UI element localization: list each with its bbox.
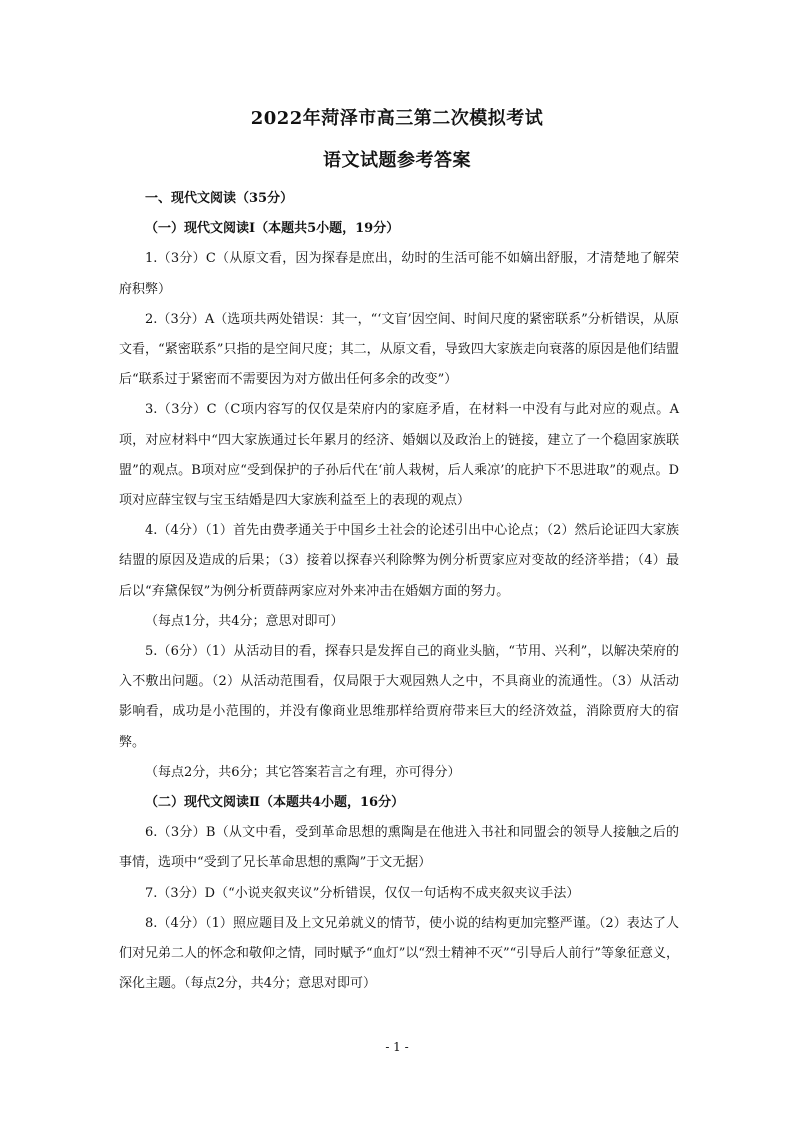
answer-q1: 1.（3分）C（从原文看，因为探春是庶出，幼时的生活可能不如嫡出舒服，才清楚地了解荣府积弊） [119,251,679,297]
scoring-note-q4: （每点1分，共4分；意思对即可） [145,613,344,629]
answer-q8: 8.（4分）（1）照应题目及上文兄弟就义的情节，使小说的结构更加完整严谨。（2）表达了人们对兄弟二人的怀念和敬仰之情，同时赋予“血灯”以“烈士精神不灭”“引导后人前行”等象征意义，深化主题。（每点2分，共4分；意思对即可） [119,915,679,992]
answer-q2: 2.（3分）A（选项共两处错误：其一，“‘文盲’因空间、时间尺度的紧密联系”分析错误，从原文看，“紧密联系”只指的是空间尺度；其二，从原文看，导致四大家族走向衰落的原因是他们结盟后“联系过于紧密而不需要因为对方做出任何多余的改变”） [119,311,679,388]
answer-q3: 3.（3分）C（C项内容写的仅仅是荣府内的家庭矛盾，在材料一中没有与此对应的观点。A项，对应材料中“四大家族通过长年累月的经济、婚姻以及政治上的链接，建立了一个稳固家族联盟”的观点。B项对应“受到保护的子孙后代在‘前人栽树，后人乘凉’的庇护下不思进取”的观点。D项对应薛宝钗与宝玉结婚是四大家族利益至上的表现的观点） [119,402,679,509]
exam-subtitle: 语文试题参考答案 [323,150,471,171]
answer-q5: 5.（6分）（1）从活动目的看，探春只是发挥自己的商业头脑，“节用、兴利”，以解决荣府的入不敷出问题。（2）从活动范围看，仅局限于大观园熟人之中，不具商业的流通性。（3）从活动影响看，成功是小范围的，并没有像商业思维那样给贾府带来巨大的经济效益，消除贾府大的宿弊。 [119,644,679,750]
subsection-heading-2: （二）现代文阅读Ⅱ（本题共4小题，16分） [145,795,405,811]
section-heading-1: 一、现代文阅读（35分） [145,191,294,206]
answer-q6: 6.（3分）B（从文中看，受到革命思想的熏陶是在他进入书社和同盟会的领导人接触之后的事情，选项中“受到了兄长革命思想的熏陶”于文无据） [119,825,679,871]
subsection-heading-1: （一）现代文阅读Ⅰ（本题共5小题，19分） [145,221,400,237]
scoring-note-q5: （每点2分，共6分；其它答案若言之有理，亦可得分） [145,764,461,780]
answer-body [119,184,679,999]
page-number: - 1 - [385,1040,409,1054]
exam-title: 2022年菏泽市高三第二次模拟考试 [250,108,544,129]
answer-q4: 4.（4分）（1）首先由费孝通关于中国乡土社会的论述引出中心论点；（2）然后论证四大家族结盟的原因及造成的后果；（3）接着以探春兴利除弊为例分析贾家应对变故的经济举措；（4）最后以“弃黛保钗”为例分析贾薛两家应对外来冲击在婚姻方面的努力。 [119,523,679,599]
answer-q7: 7.（3分）D（“小说夹叙夹议”分析错误，仅仅一句话构不成夹叙夹议手法） [145,885,580,901]
